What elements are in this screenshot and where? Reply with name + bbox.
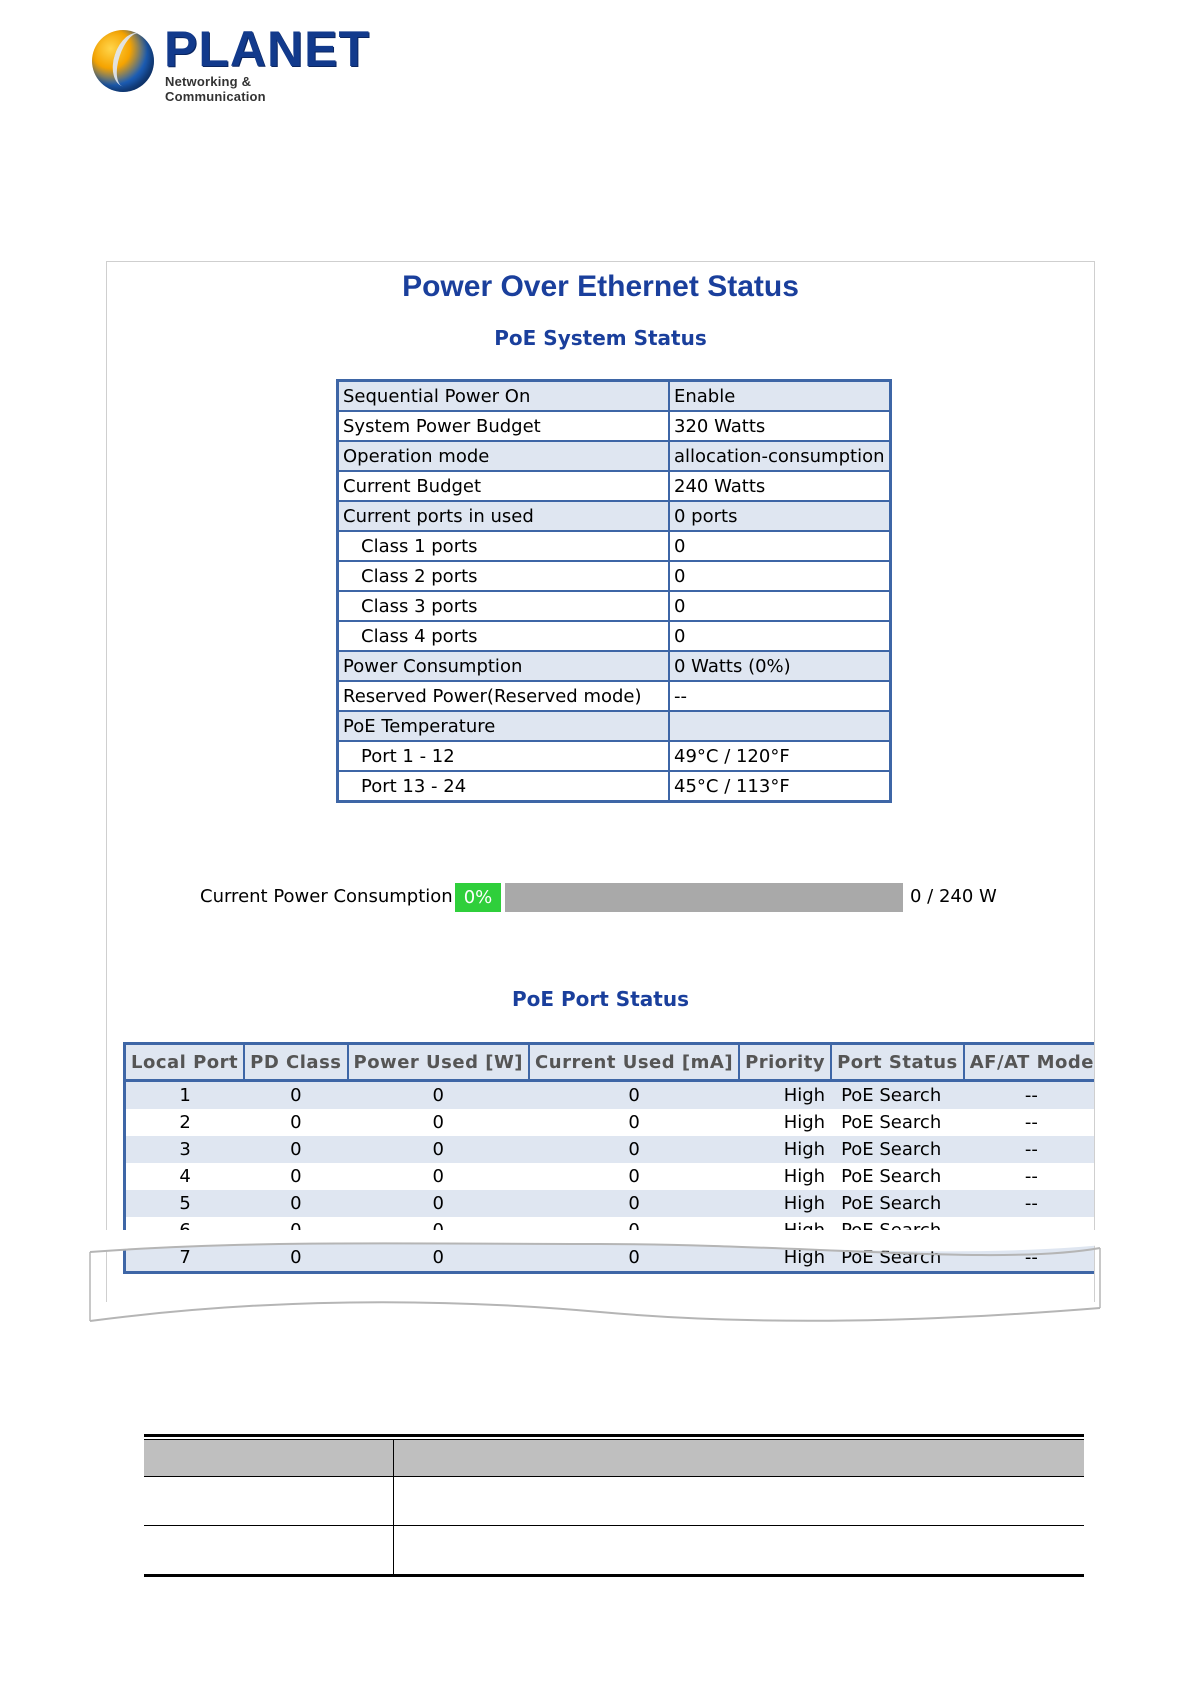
table-cell: 2 [179, 1112, 191, 1133]
table-cell: PoE Search [831, 1190, 964, 1217]
system-status-value: 0 [669, 561, 890, 591]
system-status-value: 0 [669, 531, 890, 561]
system-status-value [669, 711, 890, 741]
table-row [125, 1136, 1096, 1163]
power-bar [505, 883, 903, 912]
table-cell: High [739, 1136, 831, 1163]
system-status-value: 0 [669, 621, 890, 651]
system-status-row [338, 471, 891, 501]
port-table-header: PD Class [244, 1044, 347, 1081]
table-cell: 0 [628, 1112, 640, 1133]
table-cell: PoE Search [831, 1081, 964, 1110]
system-status-row [338, 501, 891, 531]
system-status-row [338, 681, 891, 711]
table-cell: 0 [290, 1112, 302, 1133]
system-status-row [338, 621, 891, 651]
table-cell: High [739, 1190, 831, 1217]
system-status-label: PoE Temperature [338, 711, 670, 741]
power-consumption-value: 0 / 240 W [910, 886, 997, 907]
system-status-label: Port 1 - 12 [338, 741, 670, 771]
table-cell: 0 [348, 1190, 530, 1217]
poe-status-panel [106, 261, 1095, 1302]
system-status-table [336, 379, 892, 803]
table-cell: 0 [432, 1112, 444, 1133]
system-status-row [338, 771, 891, 802]
system-status-value: 0 Watts (0%) [669, 651, 890, 681]
system-status-title: PoE System Status [494, 326, 707, 350]
table-cell: 4 [179, 1166, 191, 1187]
system-status-value: Enable [669, 381, 890, 412]
table-cell: High [783, 1166, 826, 1187]
table-row [125, 1081, 1096, 1110]
table-cell: PoE Search [841, 1112, 942, 1133]
table-cell: PoE Search [841, 1166, 942, 1187]
system-status-label: System Power Budget [338, 411, 670, 441]
system-status-label: Port 13 - 24 [338, 771, 670, 802]
table-cell: 0 [628, 1166, 640, 1187]
power-consumption-label: Current Power Consumption [200, 886, 453, 907]
system-status-value: 240 Watts [669, 471, 890, 501]
table-cell: High [739, 1081, 831, 1110]
system-status-label: Class 1 ports [338, 531, 670, 561]
power-percent-badge: 0% [455, 883, 501, 912]
system-status-row [338, 441, 891, 471]
table-cell: 0 [529, 1081, 739, 1110]
port-table-header: Local Port [125, 1044, 245, 1081]
power-consumption-row [107, 882, 1094, 914]
system-status-row [338, 531, 891, 561]
system-status-value: 49°C / 120°F [669, 741, 890, 771]
table-cell: 0 [244, 1081, 347, 1110]
table-cell: 0 [244, 1136, 347, 1163]
port-status-title: PoE Port Status [512, 987, 689, 1011]
logo-tagline: Networking & Communication [165, 74, 266, 104]
table-cell: PoE Search [831, 1244, 964, 1273]
system-status-row [338, 711, 891, 741]
system-status-row [338, 381, 891, 412]
table-cell: 0 [244, 1190, 347, 1217]
system-status-label: Class 4 ports [338, 621, 670, 651]
system-status-row [338, 591, 891, 621]
system-status-row [338, 651, 891, 681]
table-row [125, 1190, 1096, 1217]
table-cell: -- [964, 1081, 1095, 1110]
table-cell: High [783, 1112, 826, 1133]
table-cell: -- [964, 1136, 1095, 1163]
table-cell: High [739, 1244, 831, 1273]
table-cell: 1 [125, 1081, 245, 1110]
table-cell: -- [964, 1244, 1095, 1273]
parameter-table [144, 1434, 1084, 1578]
system-status-label: Current Budget [338, 471, 670, 501]
table-cell: 0 [348, 1081, 530, 1110]
table-cell: 0 [348, 1244, 530, 1273]
system-status-value: 320 Watts [669, 411, 890, 441]
system-status-row [338, 561, 891, 591]
table-cell: 5 [125, 1190, 245, 1217]
parameter-table-header [144, 1440, 1084, 1476]
system-status-label: Power Consumption [338, 651, 670, 681]
table-cell: 0 [529, 1190, 739, 1217]
system-status-value: allocation-consumption [669, 441, 890, 471]
table-cell: 3 [125, 1136, 245, 1163]
system-status-label: Class 3 ports [338, 591, 670, 621]
planet-logo [92, 21, 370, 104]
table-cell: 0 [348, 1136, 530, 1163]
table-cell: 0 [529, 1136, 739, 1163]
table-cell: -- [1024, 1166, 1038, 1187]
port-table-header: Power Used [W] [348, 1044, 530, 1081]
system-status-label: Operation mode [338, 441, 670, 471]
system-status-label: Current ports in used [338, 501, 670, 531]
port-table-header: AF/AT Mode [964, 1044, 1095, 1081]
port-table-header: Priority [739, 1044, 831, 1081]
system-status-label: Class 2 ports [338, 561, 670, 591]
system-status-value: 0 ports [669, 501, 890, 531]
port-table-header: Port Status [831, 1044, 964, 1081]
logo-brand: PLANET [164, 21, 370, 77]
system-status-label: Sequential Power On [338, 381, 670, 412]
table-row [125, 1163, 1096, 1190]
page-title: Power Over Ethernet Status [402, 270, 799, 303]
system-status-row [338, 411, 891, 441]
table-cell: -- [964, 1190, 1095, 1217]
table-row [125, 1109, 1096, 1136]
table-cell: 0 [290, 1166, 302, 1187]
system-status-label: Reserved Power(Reserved mode) [338, 681, 670, 711]
table-cell: 0 [432, 1166, 444, 1187]
torn-edge [0, 1230, 1191, 1350]
system-status-row [338, 741, 891, 771]
table-cell: 7 [125, 1244, 245, 1273]
system-status-value: 0 [669, 591, 890, 621]
system-status-value: -- [669, 681, 890, 711]
table-cell: 0 [244, 1244, 347, 1273]
table-cell: 0 [529, 1244, 739, 1273]
table-cell: -- [1024, 1112, 1038, 1133]
system-status-value: 45°C / 113°F [669, 771, 890, 802]
port-table-header: Current Used [mA] [529, 1044, 739, 1081]
table-cell: PoE Search [831, 1136, 964, 1163]
